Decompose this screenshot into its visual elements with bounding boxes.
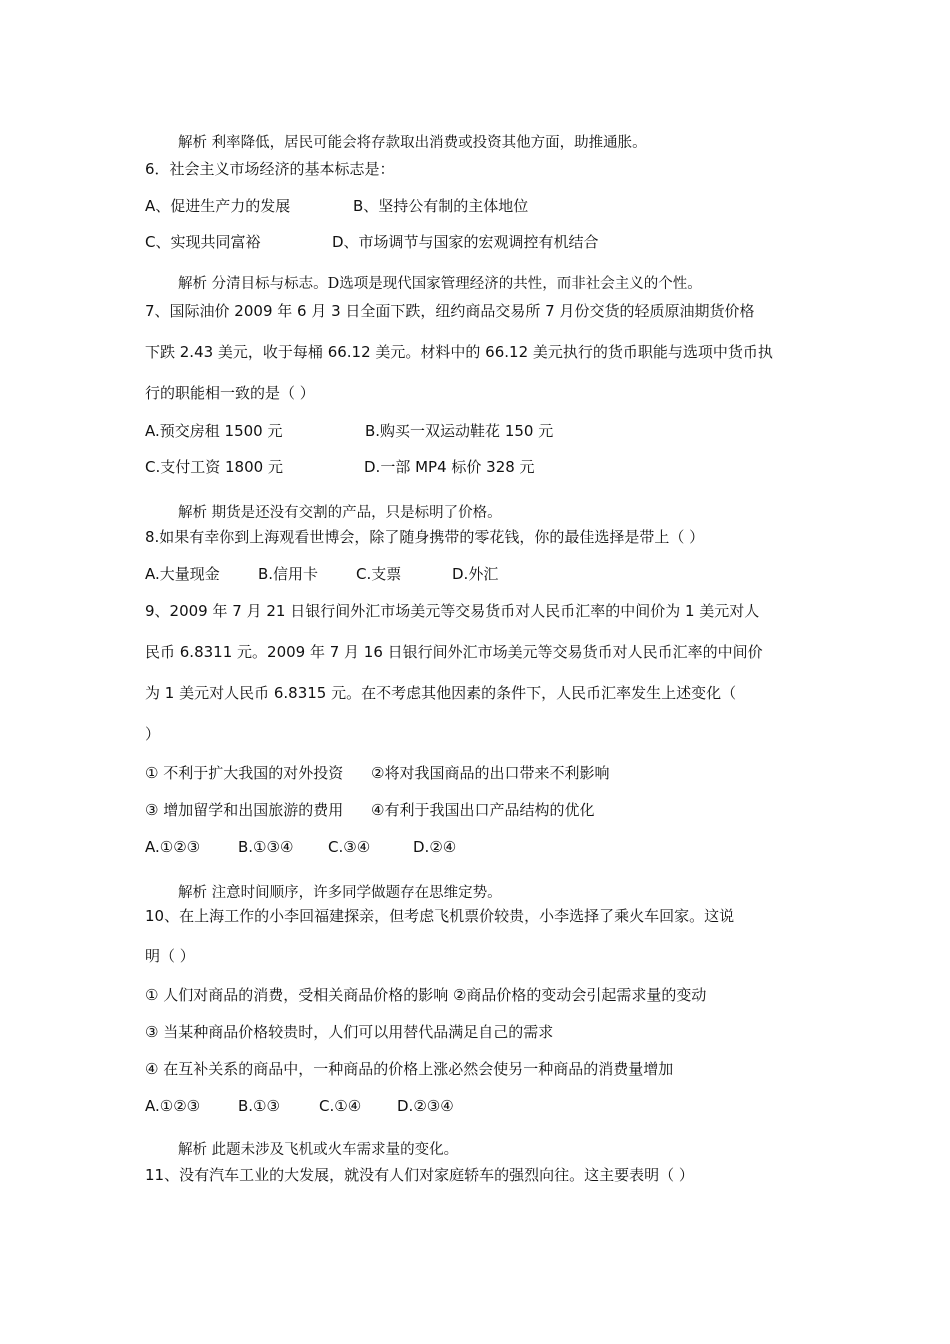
q7-option-d: D.一部 MP4 标价 328 元 — [364, 458, 535, 476]
q10-option-d: D.②③④ — [397, 1097, 454, 1115]
q9-statements-row-2 — [145, 800, 595, 820]
q10-options — [145, 1096, 454, 1116]
q10-statement-3: ③ 当某种商品价格较贵时，人们可以用替代品满足自己的需求 — [145, 1023, 554, 1041]
q10-statement-4: ④ 在互补关系的商品中，一种商品的价格上涨必然会使另一种商品的消费量增加 — [145, 1060, 674, 1078]
q7-line-1: 7、国际油价 2009 年 6 月 3 日全面下跌，纽约商品交易所 7 月份交货的轻质原油期货价格 — [145, 302, 755, 320]
q7-option-a: A.预交房租 1500 元 — [145, 422, 283, 440]
q6-options-row-1 — [145, 196, 529, 216]
q9-option-d: D.②④ — [413, 838, 457, 856]
q6-option-b: B、坚持公有制的主体地位 — [353, 197, 529, 215]
q6-option-a: A、促进生产力的发展 — [145, 197, 291, 215]
q8-option-a: A.大量现金 — [145, 565, 220, 583]
q9-option-c: C.③④ — [328, 838, 371, 856]
q10-line-1: 10、在上海工作的小李回福建探亲，但考虑飞机票价较贵，小李选择了乘火车回家。这说 — [145, 907, 735, 925]
q7-option-b: B.购买一双运动鞋花 150 元 — [365, 422, 554, 440]
q9-line-2: 民币 6.8311 元。2009 年 7 月 16 日银行间外汇市场美元等交易货币对人民币汇率的中间价 — [145, 643, 763, 661]
q10-line-2: 明（ ） — [145, 947, 195, 965]
q10-option-c: C.①④ — [319, 1097, 362, 1115]
q9-statement-1: ① 不利于扩大我国的对外投资 — [145, 764, 344, 782]
q10-option-a: A.①②③ — [145, 1097, 201, 1115]
q9-statements-row-1 — [145, 763, 610, 783]
q8-options — [145, 564, 499, 584]
q6-option-c: C、实现共同富裕 — [145, 233, 261, 251]
q5-analysis: 解析 利率降低，居民可能会将存款取出消费或投资其他方面，助推通胀。 — [178, 135, 647, 151]
q9-statement-3: ③ 增加留学和出国旅游的费用 — [145, 801, 344, 819]
q9-line-1: 9、2009 年 7 月 21 日银行间外汇市场美元等交易货币对人民币汇率的中间价为 1 美元对人 — [145, 602, 760, 620]
q7-line-2: 下跌 2.43 美元，收于每桶 66.12 美元。材料中的 66.12 美元执行的货币职能与选项中货币执 — [145, 343, 773, 361]
q11-stem: 11、没有汽车工业的大发展，就没有人们对家庭轿车的强烈向往。这主要表明（ ） — [145, 1166, 694, 1184]
q8-option-b: B.信用卡 — [258, 565, 319, 583]
q10-analysis: 解析 此题未涉及飞机或火车需求量的变化。 — [178, 1142, 459, 1158]
q6-analysis: 解析 分清目标与标志。D选项是现代国家管理经济的共性，而非社会主义的个性。 — [178, 276, 702, 292]
q6-stem: 6．社会主义市场经济的基本标志是： — [145, 160, 395, 178]
q9-option-a: A.①②③ — [145, 838, 201, 856]
q9-statement-4: ④有利于我国出口产品结构的优化 — [371, 801, 595, 819]
q7-analysis: 解析 期货是还没有交割的产品，只是标明了价格。 — [178, 505, 502, 521]
q8-option-d: D.外汇 — [452, 565, 499, 583]
q9-statement-2: ②将对我国商品的出口带来不利影响 — [371, 764, 610, 782]
q8-stem: 8.如果有幸你到上海观看世博会，除了随身携带的零花钱，你的最佳选择是带上（ ） — [145, 528, 705, 546]
q10-option-b: B.①③ — [238, 1097, 280, 1115]
q8-option-c: C.支票 — [356, 565, 402, 583]
q9-option-b: B.①③④ — [238, 838, 294, 856]
q10-statements-1-2: ① 人们对商品的消费，受相关商品价格的影响 ②商品价格的变动会引起需求量的变动 — [145, 986, 707, 1004]
q6-option-d: D、市场调节与国家的宏观调控有机结合 — [332, 233, 599, 251]
q9-options — [145, 837, 457, 857]
q7-options-row-1 — [145, 421, 554, 441]
q9-analysis: 解析 注意时间顺序，许多同学做题存在思维定势。 — [178, 885, 502, 901]
q7-line-3: 行的职能相一致的是（ ） — [145, 384, 315, 402]
q7-option-c: C.支付工资 1800 元 — [145, 458, 283, 476]
q6-options-row-2 — [145, 232, 599, 252]
q9-line-3: 为 1 美元对人民币 6.8315 元。在不考虑其他因素的条件下，人民币汇率发生上述变化（ — [145, 684, 737, 702]
q7-options-row-2 — [145, 457, 535, 477]
q9-line-4: ） — [145, 725, 161, 743]
